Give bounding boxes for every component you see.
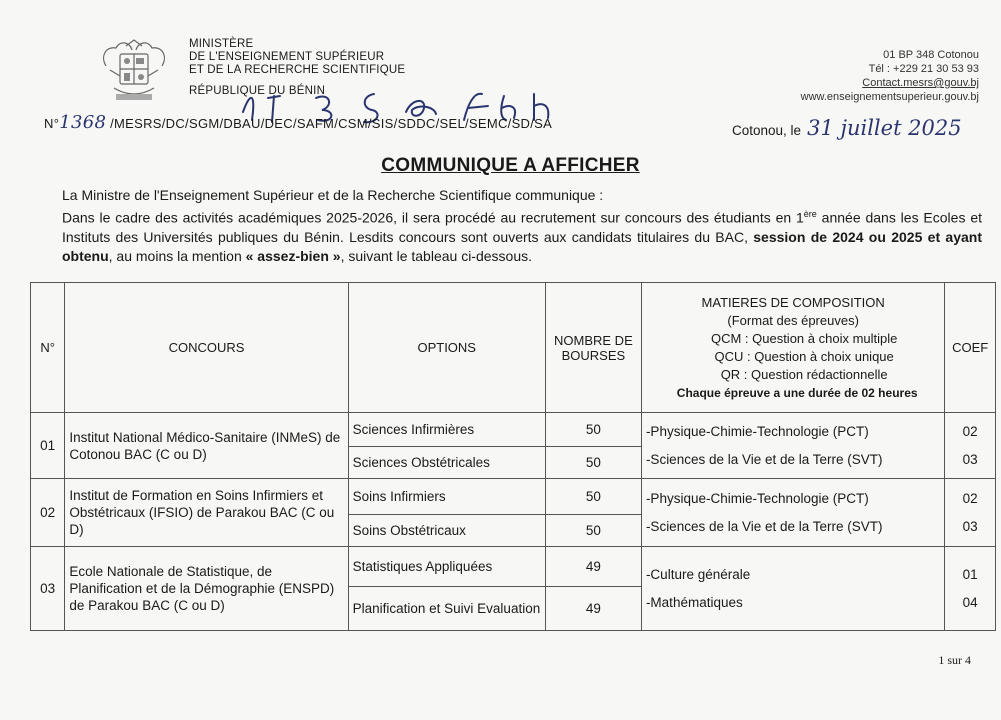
header-matieres: [641, 283, 944, 413]
row-coef: [945, 547, 996, 631]
row-option: Sciences Infirmières: [348, 413, 545, 447]
row-option: Soins Obstétricaux: [348, 515, 545, 547]
row-matieres: [641, 547, 944, 631]
matieres-title: MATIERES DE COMPOSITION: [701, 294, 885, 310]
coef-item: 02: [962, 490, 978, 506]
contact-block: [801, 48, 979, 104]
reference-number: [44, 112, 552, 133]
benin-coat-of-arms-icon: [96, 36, 172, 108]
reference-prefix: N°: [44, 116, 60, 131]
coef-item: 02: [962, 423, 978, 439]
table-row: [31, 547, 996, 587]
intro-paragraph: Dans le cadre des activités académiques 2025-2026, il sera procédé au recrutement sur concours des étudiants en 1ère année dans les Ecoles et Instituts des Universités publiques du Bénin. Lesdits concours sont ouverts aux candidats titulaires du BAC, session de 2024 ou 2025 et ayant obtenu, au moins la mention « assez-bien », suivant le tableau ci-dessous.: [62, 209, 982, 264]
matiere-item: -Physique-Chimie-Technologie (PCT): [645, 423, 869, 439]
coef-item: 01: [962, 566, 978, 582]
ministry-line-2: DE L'ENSEIGNEMENT SUPÉRIEUR: [189, 51, 385, 63]
header-options: OPTIONS: [348, 283, 545, 413]
handwritten-date: 31 juillet 2025: [807, 116, 962, 140]
row-coef: [945, 413, 996, 479]
reference-handwritten-number: 1368: [59, 112, 107, 133]
row-num: 02: [31, 479, 65, 547]
coef-item: 03: [962, 451, 978, 467]
row-bourses: 49: [545, 547, 641, 587]
table-row: [31, 413, 996, 447]
row-num: 03: [31, 547, 65, 631]
matieres-format: (Format des épreuves): [727, 312, 859, 328]
matiere-item: -Culture générale: [645, 566, 751, 582]
row-matieres: [641, 413, 944, 479]
coef-item: 03: [962, 518, 978, 534]
row-option: Planification et Suivi Evaluation: [348, 587, 545, 631]
format-qr: QR : Question rédactionnelle: [720, 366, 888, 382]
epreuve-duree: Chaque épreuve a une durée de 02 heures: [676, 385, 918, 400]
contact-web[interactable]: www.enseignementsuperieur.gouv.bj: [800, 91, 979, 103]
row-bourses: 50: [545, 413, 641, 447]
row-num: 01: [31, 413, 65, 479]
row-bourses: 50: [545, 479, 641, 515]
matiere-item: -Sciences de la Vie et de la Terre (SVT): [645, 451, 883, 467]
matiere-item: -Mathématiques: [645, 594, 743, 610]
contact-tel: Tél : +229 21 30 53 93: [868, 63, 979, 75]
matiere-item: -Sciences de la Vie et de la Terre (SVT): [645, 518, 883, 534]
contact-email[interactable]: Contact.mesrs@gouv.bj: [862, 77, 979, 89]
place-label: Cotonou, le: [732, 123, 802, 138]
concours-table: [30, 282, 996, 631]
row-bourses: 50: [545, 515, 641, 547]
format-qcm: QCM : Question à choix multiple: [710, 330, 898, 346]
row-coef: [945, 479, 996, 547]
intro-text: [62, 186, 982, 266]
header-num: N°: [31, 283, 65, 413]
ministry-line-3: ET DE LA RECHERCHE SCIENTIFIQUE: [189, 64, 406, 76]
intro-line-1: La Ministre de l'Enseignement Supérieur et de la Recherche Scientifique communique :: [62, 187, 604, 203]
row-option: Soins Infirmiers: [348, 479, 545, 515]
republic-label: RÉPUBLIQUE DU BÉNIN: [189, 85, 326, 97]
matiere-item: -Physique-Chimie-Technologie (PCT): [645, 490, 869, 506]
row-option: Sciences Obstétricales: [348, 447, 545, 479]
table-row: [31, 479, 996, 515]
table-header-row: [31, 283, 996, 413]
row-bourses: 50: [545, 447, 641, 479]
reference-codes: /MESRS/DC/SGM/DBAU/DEC/SAFM/CSM/SIS/SDDC/SEL/SEMC/SD/SA: [110, 116, 553, 131]
place-date: [732, 116, 962, 140]
header-coef: COEF: [945, 283, 996, 413]
format-qcu: QCU : Question à choix unique: [714, 348, 894, 364]
header-concours: CONCOURS: [65, 283, 348, 413]
coef-item: 04: [962, 594, 978, 610]
contact-bp: 01 BP 348 Cotonou: [883, 49, 979, 61]
header-bourses: NOMBRE DE BOURSES: [545, 283, 641, 413]
row-concours: Institut National Médico-Sanitaire (INMeS) de Cotonou BAC (C ou D): [65, 413, 348, 479]
row-concours: Institut de Formation en Soins Infirmiers et Obstétricaux (IFSIO) de Parakou BAC (C ou D): [65, 479, 348, 547]
row-option: Statistiques Appliquées: [348, 547, 545, 587]
document-title: COMMUNIQUE A AFFICHER: [381, 155, 640, 176]
row-concours: Ecole Nationale de Statistique, de Planification et de la Démographie (ENSPD) de Parakou BAC (C ou D): [65, 547, 348, 631]
page-number: 1 sur 4: [938, 653, 971, 667]
ministry-line-1: MINISTÈRE: [189, 38, 254, 50]
row-matieres: [641, 479, 944, 547]
row-bourses: 49: [545, 587, 641, 631]
